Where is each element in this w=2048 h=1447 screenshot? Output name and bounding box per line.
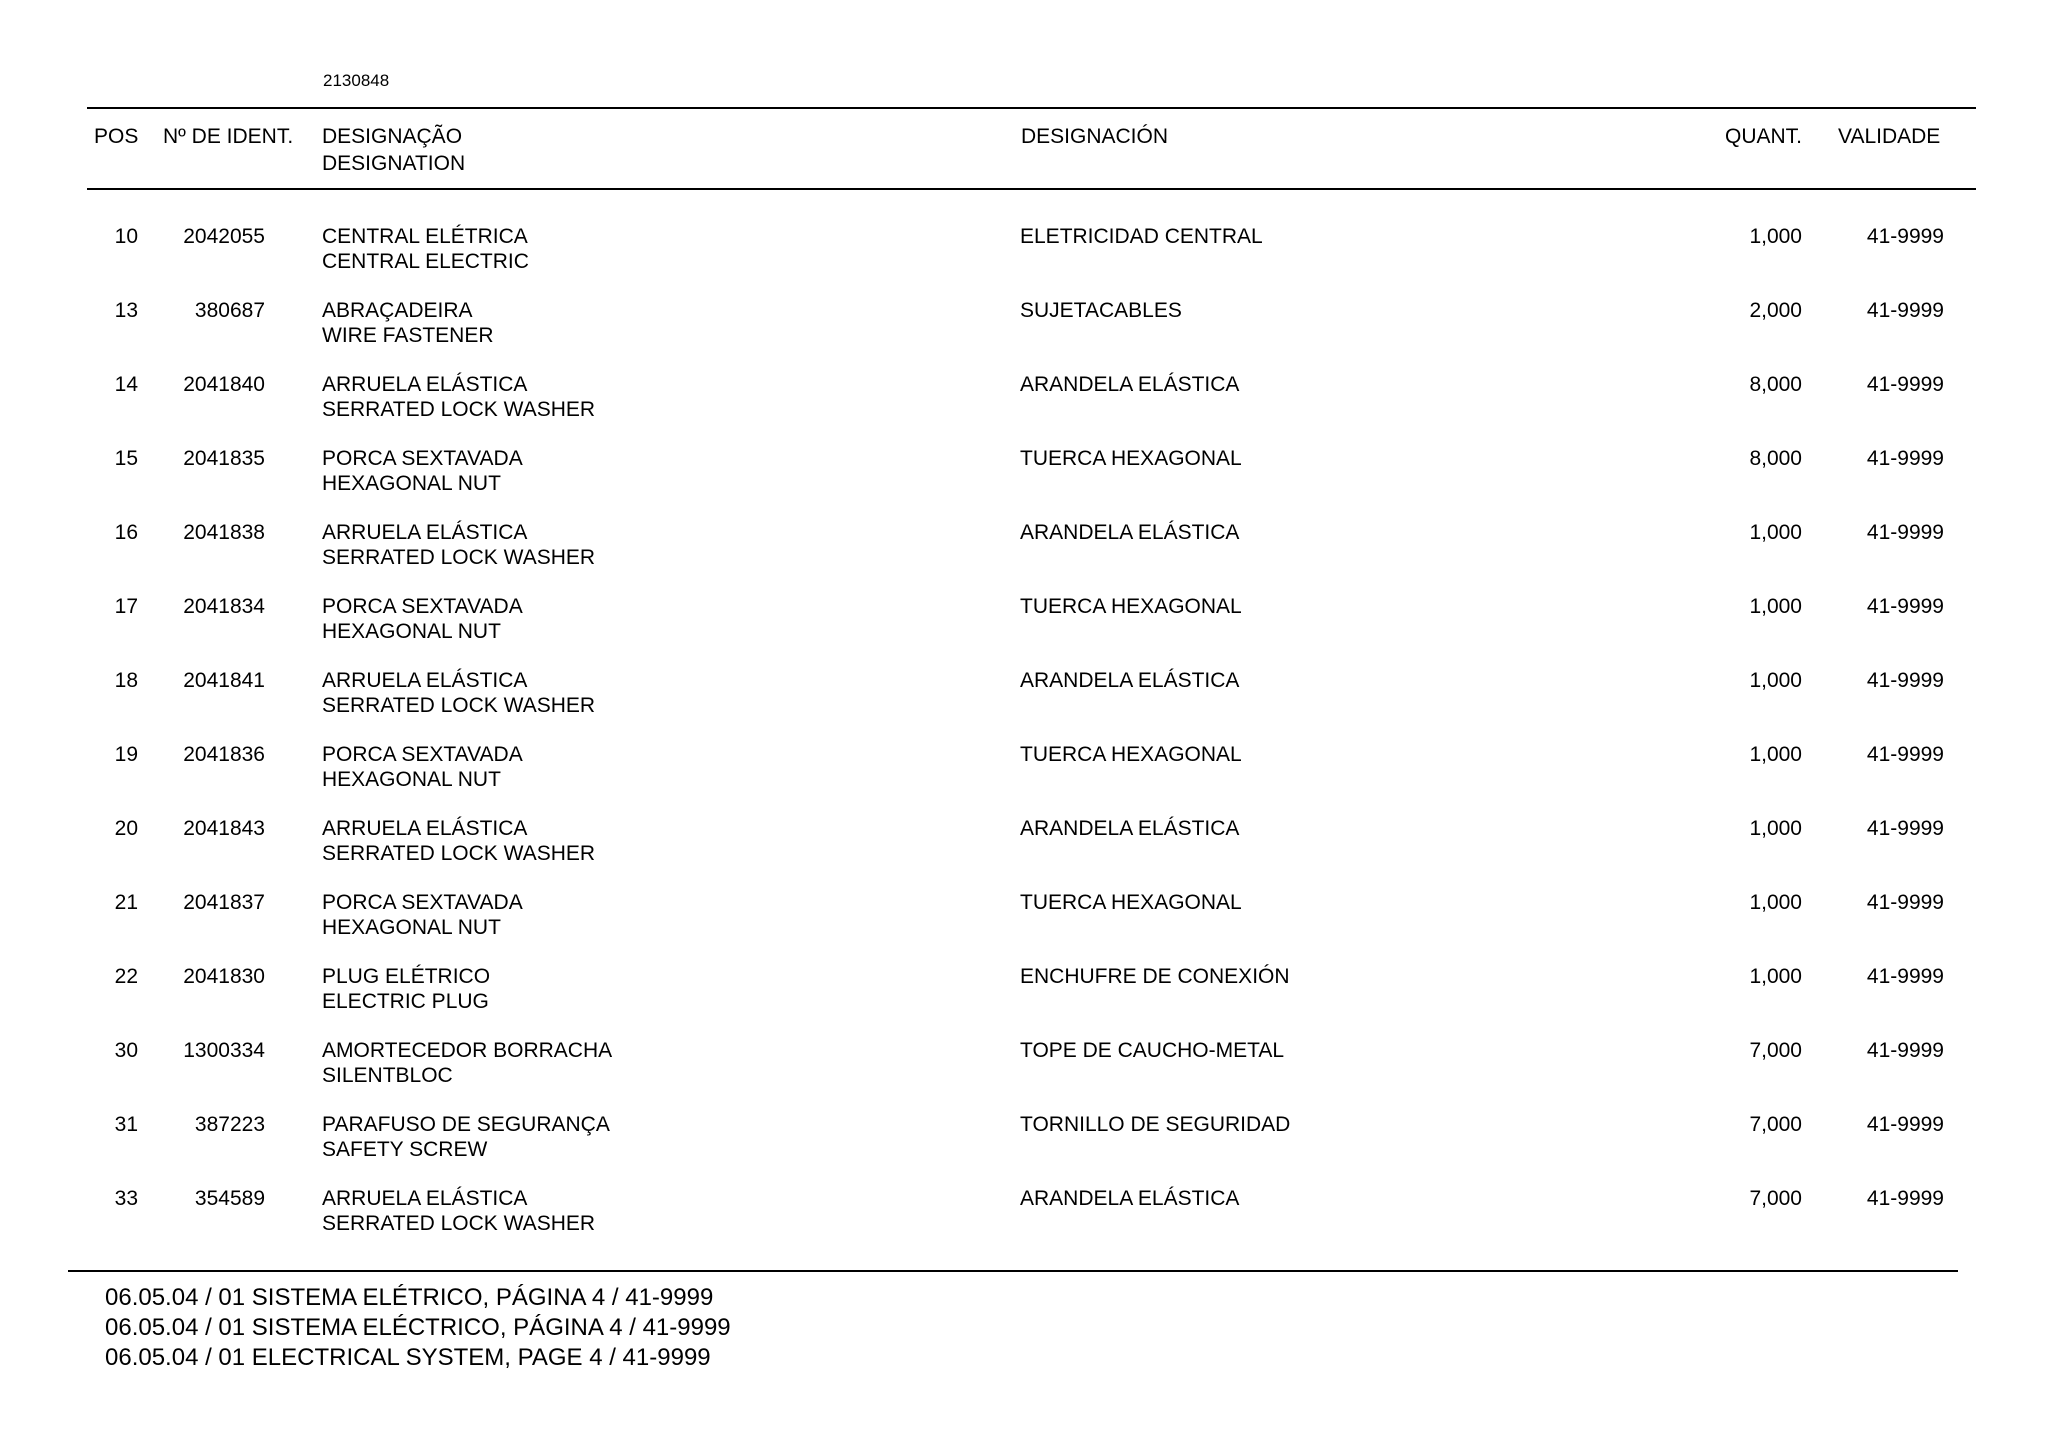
table-row — [0, 520, 2048, 594]
row-validade: 41-9999 — [1866, 373, 1944, 396]
row-ident: 2041840 — [183, 373, 265, 396]
row-pos: 17 — [114, 595, 138, 618]
table-row — [0, 372, 2048, 446]
table-row — [0, 668, 2048, 742]
header-ident: Nº DE IDENT. — [163, 125, 294, 148]
row-ident: 2041835 — [183, 447, 265, 470]
row-quantity: 1,000 — [1749, 521, 1802, 544]
header-rule — [87, 188, 1976, 190]
row-pos: 33 — [114, 1187, 138, 1210]
row-designacao: ARRUELA ELÁSTICA — [322, 817, 528, 840]
table-row — [0, 1186, 2048, 1260]
table-row — [0, 742, 2048, 816]
row-validade: 41-9999 — [1866, 521, 1944, 544]
row-designation: WIRE FASTENER — [322, 324, 494, 347]
row-ident: 2041830 — [183, 965, 265, 988]
table-row — [0, 224, 2048, 298]
row-designacion: TORNILLO DE SEGURIDAD — [1020, 1113, 1291, 1136]
table-row — [0, 594, 2048, 668]
header-pos: POS — [94, 125, 139, 148]
row-ident: 387223 — [194, 1113, 265, 1136]
row-validade: 41-9999 — [1866, 891, 1944, 914]
row-designation: SERRATED LOCK WASHER — [322, 546, 596, 569]
row-pos: 31 — [114, 1113, 138, 1136]
row-quantity: 7,000 — [1749, 1187, 1802, 1210]
row-designacao: PARAFUSO DE SEGURANÇA — [322, 1113, 610, 1136]
row-designacion: ARANDELA ELÁSTICA — [1020, 373, 1240, 396]
row-designacion: ARANDELA ELÁSTICA — [1020, 1187, 1240, 1210]
row-designation: SERRATED LOCK WASHER — [322, 842, 596, 865]
row-designacao: PORCA SEXTAVADA — [322, 595, 523, 618]
row-designation: ELECTRIC PLUG — [322, 990, 489, 1013]
table-row — [0, 1038, 2048, 1112]
row-pos: 19 — [114, 743, 138, 766]
row-ident: 380687 — [194, 299, 265, 322]
parts-list — [0, 224, 2048, 1260]
row-pos: 18 — [114, 669, 138, 692]
row-designacao: PLUG ELÉTRICO — [322, 965, 491, 988]
row-designacao: ABRAÇADEIRA — [322, 299, 473, 322]
row-validade: 41-9999 — [1866, 965, 1944, 988]
header-designation: DESIGNATION — [322, 152, 466, 175]
row-designation: SERRATED LOCK WASHER — [322, 694, 596, 717]
row-designation: SERRATED LOCK WASHER — [322, 398, 596, 421]
header-quant: QUANT. — [1724, 125, 1802, 148]
row-quantity: 1,000 — [1749, 669, 1802, 692]
row-ident: 2041841 — [183, 669, 265, 692]
row-validade: 41-9999 — [1866, 743, 1944, 766]
row-pos: 15 — [114, 447, 138, 470]
row-ident: 2041834 — [183, 595, 265, 618]
row-quantity: 7,000 — [1749, 1113, 1802, 1136]
row-designation: SAFETY SCREW — [322, 1138, 488, 1161]
row-pos: 13 — [114, 299, 138, 322]
row-ident: 2041843 — [183, 817, 265, 840]
row-ident: 2042055 — [183, 225, 265, 248]
row-designation: HEXAGONAL NUT — [322, 620, 501, 643]
row-designacao: CENTRAL ELÉTRICA — [322, 225, 528, 248]
row-validade: 41-9999 — [1866, 225, 1944, 248]
row-designation: SERRATED LOCK WASHER — [322, 1212, 596, 1235]
row-designacao: AMORTECEDOR BORRACHA — [322, 1039, 613, 1062]
row-designation: HEXAGONAL NUT — [322, 916, 501, 939]
row-ident: 354589 — [194, 1187, 265, 1210]
row-ident: 2041836 — [183, 743, 265, 766]
row-validade: 41-9999 — [1866, 447, 1944, 470]
table-row — [0, 1112, 2048, 1186]
row-designation: HEXAGONAL NUT — [322, 768, 501, 791]
row-designacion: ARANDELA ELÁSTICA — [1020, 817, 1240, 840]
row-designation: CENTRAL ELECTRIC — [322, 250, 529, 273]
row-pos: 20 — [114, 817, 138, 840]
row-designacion: ELETRICIDAD CENTRAL — [1020, 225, 1263, 248]
row-quantity: 1,000 — [1749, 891, 1802, 914]
row-validade: 41-9999 — [1866, 1187, 1944, 1210]
footer-rule — [68, 1270, 1958, 1272]
header-designacao: DESIGNAÇÃO — [322, 125, 463, 148]
row-designation: HEXAGONAL NUT — [322, 472, 501, 495]
row-designacao: ARRUELA ELÁSTICA — [322, 521, 528, 544]
row-pos: 21 — [114, 891, 138, 914]
row-designacao: ARRUELA ELÁSTICA — [322, 1187, 528, 1210]
table-row — [0, 816, 2048, 890]
row-quantity: 1,000 — [1749, 595, 1802, 618]
row-pos: 16 — [114, 521, 138, 544]
header-designacion: DESIGNACIÓN — [1021, 125, 1169, 148]
row-quantity: 8,000 — [1749, 447, 1802, 470]
row-quantity: 2,000 — [1749, 299, 1802, 322]
footer — [105, 1283, 731, 1373]
row-designacion: ENCHUFRE DE CONEXIÓN — [1020, 965, 1290, 988]
table-row — [0, 298, 2048, 372]
footer-line-en: 06.05.04 / 01 ELECTRICAL SYSTEM, PAGE 4 / 41-9999 — [105, 1344, 711, 1371]
row-designacao: ARRUELA ELÁSTICA — [322, 373, 528, 396]
row-quantity: 1,000 — [1749, 965, 1802, 988]
row-validade: 41-9999 — [1866, 299, 1944, 322]
row-quantity: 7,000 — [1749, 1039, 1802, 1062]
row-designacion: SUJETACABLES — [1020, 299, 1182, 322]
row-designacion: ARANDELA ELÁSTICA — [1020, 669, 1240, 692]
row-validade: 41-9999 — [1866, 1113, 1944, 1136]
header-designation-pt-en — [322, 123, 465, 177]
document-number: 2130848 — [323, 71, 390, 90]
row-designation: SILENTBLOC — [322, 1064, 453, 1087]
row-designacao: ARRUELA ELÁSTICA — [322, 669, 528, 692]
row-validade: 41-9999 — [1866, 669, 1944, 692]
header-validade: VALIDADE — [1838, 125, 1941, 148]
row-designacao: PORCA SEXTAVADA — [322, 891, 523, 914]
row-designacao: PORCA SEXTAVADA — [322, 447, 523, 470]
row-validade: 41-9999 — [1866, 1039, 1944, 1062]
top-rule — [87, 107, 1976, 109]
row-quantity: 1,000 — [1749, 225, 1802, 248]
row-pos: 30 — [114, 1039, 138, 1062]
row-ident: 2041838 — [183, 521, 265, 544]
row-designacion: ARANDELA ELÁSTICA — [1020, 521, 1240, 544]
table-row — [0, 890, 2048, 964]
row-validade: 41-9999 — [1866, 595, 1944, 618]
row-designacion: TOPE DE CAUCHO-METAL — [1020, 1039, 1285, 1062]
row-pos: 14 — [114, 373, 138, 396]
row-quantity: 1,000 — [1749, 743, 1802, 766]
footer-line-es: 06.05.04 / 01 SISTEMA ELÉCTRICO, PÁGINA 4 / 41-9999 — [105, 1314, 731, 1341]
row-designacao: PORCA SEXTAVADA — [322, 743, 523, 766]
row-designacion: TUERCA HEXAGONAL — [1020, 447, 1242, 470]
row-designacion: TUERCA HEXAGONAL — [1020, 595, 1242, 618]
row-designacion: TUERCA HEXAGONAL — [1020, 891, 1242, 914]
row-validade: 41-9999 — [1866, 817, 1944, 840]
row-designacion: TUERCA HEXAGONAL — [1020, 743, 1242, 766]
row-quantity: 8,000 — [1749, 373, 1802, 396]
row-ident: 1300334 — [183, 1039, 265, 1062]
row-quantity: 1,000 — [1749, 817, 1802, 840]
table-row — [0, 964, 2048, 1038]
row-pos: 10 — [114, 225, 138, 248]
table-row — [0, 446, 2048, 520]
row-ident: 2041837 — [183, 891, 265, 914]
row-pos: 22 — [114, 965, 138, 988]
footer-line-pt: 06.05.04 / 01 SISTEMA ELÉTRICO, PÁGINA 4 / 41-9999 — [105, 1284, 714, 1311]
